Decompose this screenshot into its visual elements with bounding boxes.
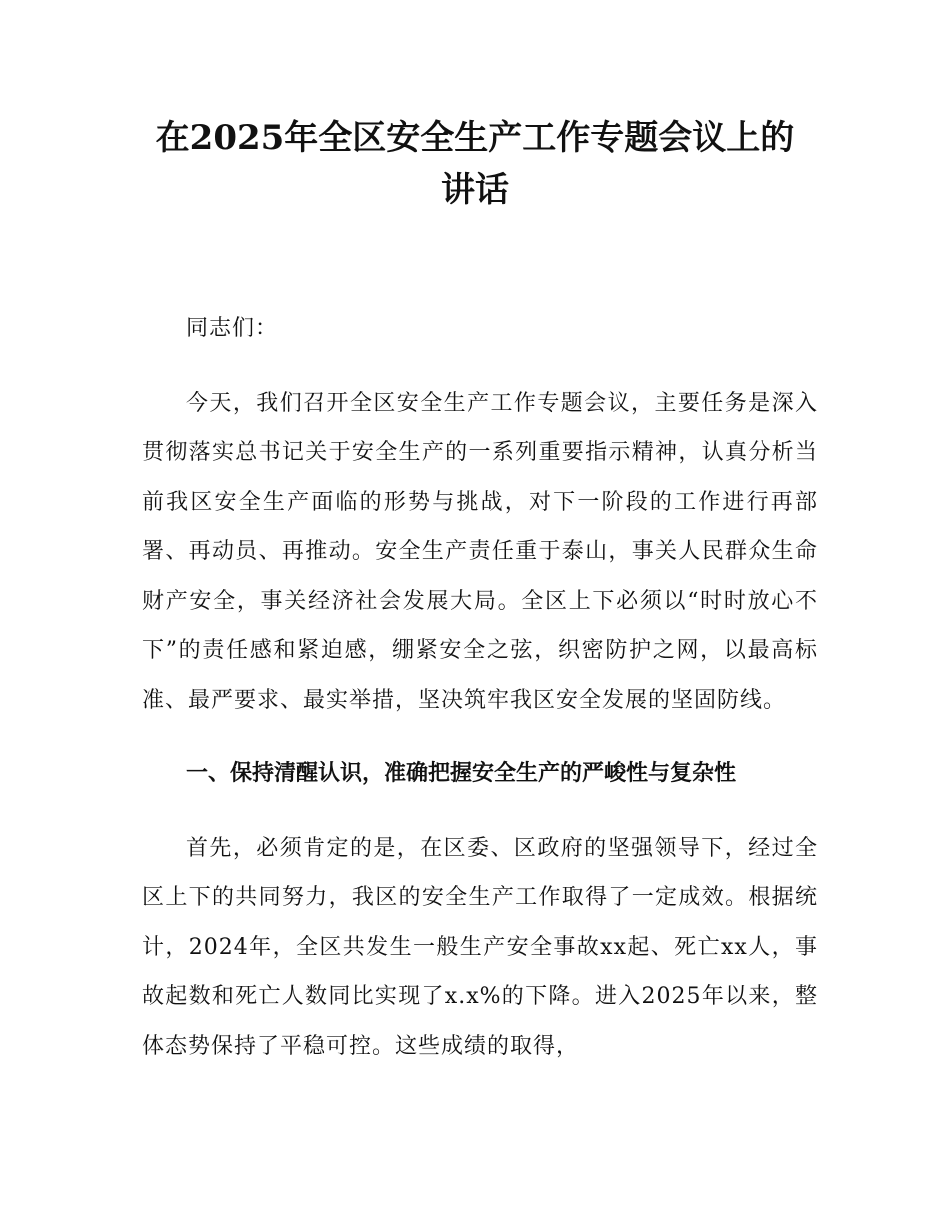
paragraph-section-1: 首先，必须肯定的是，在区委、区政府的坚强领导下，经过全区上下的共同努力，我区的安全生产工作取得了一定成效。根据统计，2024年，全区共发生一般生产安全事故xx起、死亡xx人，事故起数和死亡人数同比实现了x.x%的下降。进入2025年以来，整体态势保持了平稳可控。这些成绩的取得，: [142, 835, 818, 1059]
section-heading-1: 一、保持清醒认识，准确把握安全生产的严峻性与复杂性: [186, 761, 737, 786]
paragraph-intro: 今天，我们召开全区安全生产工作专题会议，主要任务是深入贯彻落实总书记关于安全生产的一系列重要指示精神，认真分析当前我区安全生产面临的形势与挑战，对下一阶段的工作进行再部署、再动员、再推动。安全生产责任重于泰山，事关人民群众生命财产安全，事关经济社会发展大局。全区上下必须以“时时放心不下”的责任感和紧迫感，绷紧安全之弦，织密防护之网，以最高标准、最严要求、最实举措，坚决筑牢我区安全发展的坚固防线。: [142, 390, 818, 713]
greeting: 同志们：: [186, 316, 279, 341]
document-body: [142, 304, 818, 1095]
document-title: 在2025年全区安全生产工作专题会议上的讲话: [155, 118, 795, 210]
